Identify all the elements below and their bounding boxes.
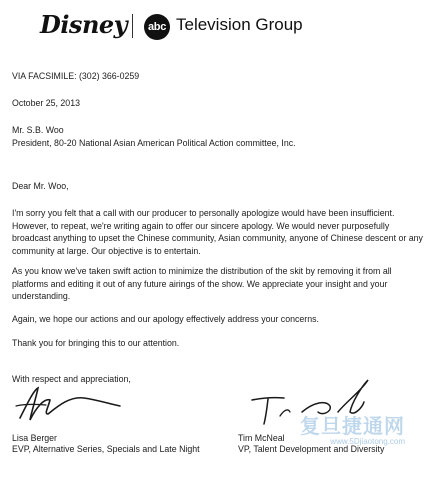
body-paragraph-3: Again, we hope our actions and our apology effectively address your concerns. [12,314,319,324]
salutation: Dear Mr. Woo, [12,181,69,191]
body-line: As you know we've taken swift action to minimize the distribution of the skit by removing it from all [12,266,392,276]
closing: With respect and appreciation, [12,374,131,384]
watermark-text: 复旦捷通网 [300,416,405,438]
abc-logo: abc [144,14,170,40]
letterhead-group-name: Television Group [176,15,303,34]
body-paragraph-4: Thank you for bringing this to our attention. [12,338,180,348]
body-line: However, to repeat, we're writing again to offer our sincere apology. We would never purposefully [12,220,390,231]
recipient-title: President, 80-20 National Asian American Political Action committee, Inc. [12,138,296,148]
body-paragraph-2 [12,265,426,303]
body-line: platforms and editing it out of any future airings of the show. We appreciate your insight and your [12,278,388,289]
signer-1-name: Lisa Berger [12,433,57,443]
body-line: broadcast anything to upset the Chinese community, Asian community, anyone of Chinese descent or any [12,233,423,243]
recipient-name: Mr. S.B. Woo [12,125,64,135]
signer-1-title: EVP, Alternative Series, Specials and Late Night [12,444,200,454]
signature-lisa-berger [14,384,124,424]
watermark-url: www.5Djiaotong.com [330,437,405,446]
body-line: community at large. Our objective is to entertain. [12,245,201,256]
body-paragraph-1 [12,207,426,257]
disney-logo: Disney [40,10,128,39]
fax-line: VIA FACSIMILE: (302) 366-0259 [12,71,140,81]
logo-divider [132,14,133,38]
letterhead [40,6,400,46]
signer-2-title: VP, Talent Development and Diversity [238,444,385,454]
signer-2-name: Tim McNeal [238,433,285,443]
body-line: understanding. [12,291,71,301]
body-line: I'm sorry you felt that a call with our producer to personally apologize would have been insufficient. [12,208,395,218]
letter-date: October 25, 2013 [12,98,80,108]
